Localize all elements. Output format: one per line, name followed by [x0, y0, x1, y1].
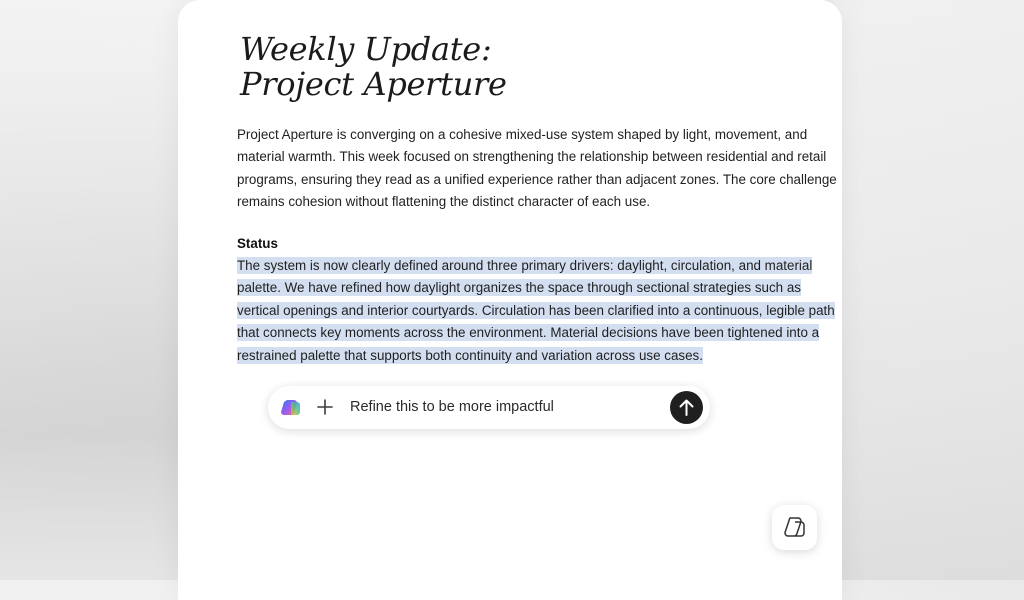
intro-paragraph[interactable]: Project Aperture is converging on a cohesive mixed-use system shaped by light, movement, and material warmth. This week focused on strengthening the relationship between residential and retail programs, ensuring they read as a unified experience rather than adjacent zones. The core challenge remains cohesion without flattening the distinct character of each use.: [237, 127, 837, 210]
selected-text[interactable]: The system is now clearly defined around three primary drivers: daylight, circulation, and material palette. We have refined how daylight organizes the space through sectional strategies such as vertical openings and interior courtyards. Circulation has been clarified into a continuous, legible path that connects key moments across the environment. Material decisions have been tightened into a restrained palette that supports both continuity and variation across use cases.: [237, 258, 835, 363]
title-line-2: Project Aperture: [240, 65, 507, 103]
copilot-floating-button[interactable]: [772, 505, 817, 550]
status-paragraph[interactable]: [237, 255, 837, 367]
copilot-icon: [281, 397, 303, 419]
prompt-input[interactable]: [350, 394, 650, 420]
send-button[interactable]: [670, 391, 703, 424]
document-page: [178, 0, 842, 600]
send-arrow-icon: [670, 391, 703, 424]
document-title: [240, 32, 507, 102]
plus-icon[interactable]: [316, 398, 334, 416]
status-heading: Status: [237, 236, 278, 251]
title-line-1: Weekly Update:: [240, 30, 492, 68]
copilot-prompt-bar: [268, 386, 710, 429]
background-left: [0, 0, 190, 580]
copilot-fab-icon: [782, 515, 807, 540]
background-right: [834, 0, 1024, 580]
